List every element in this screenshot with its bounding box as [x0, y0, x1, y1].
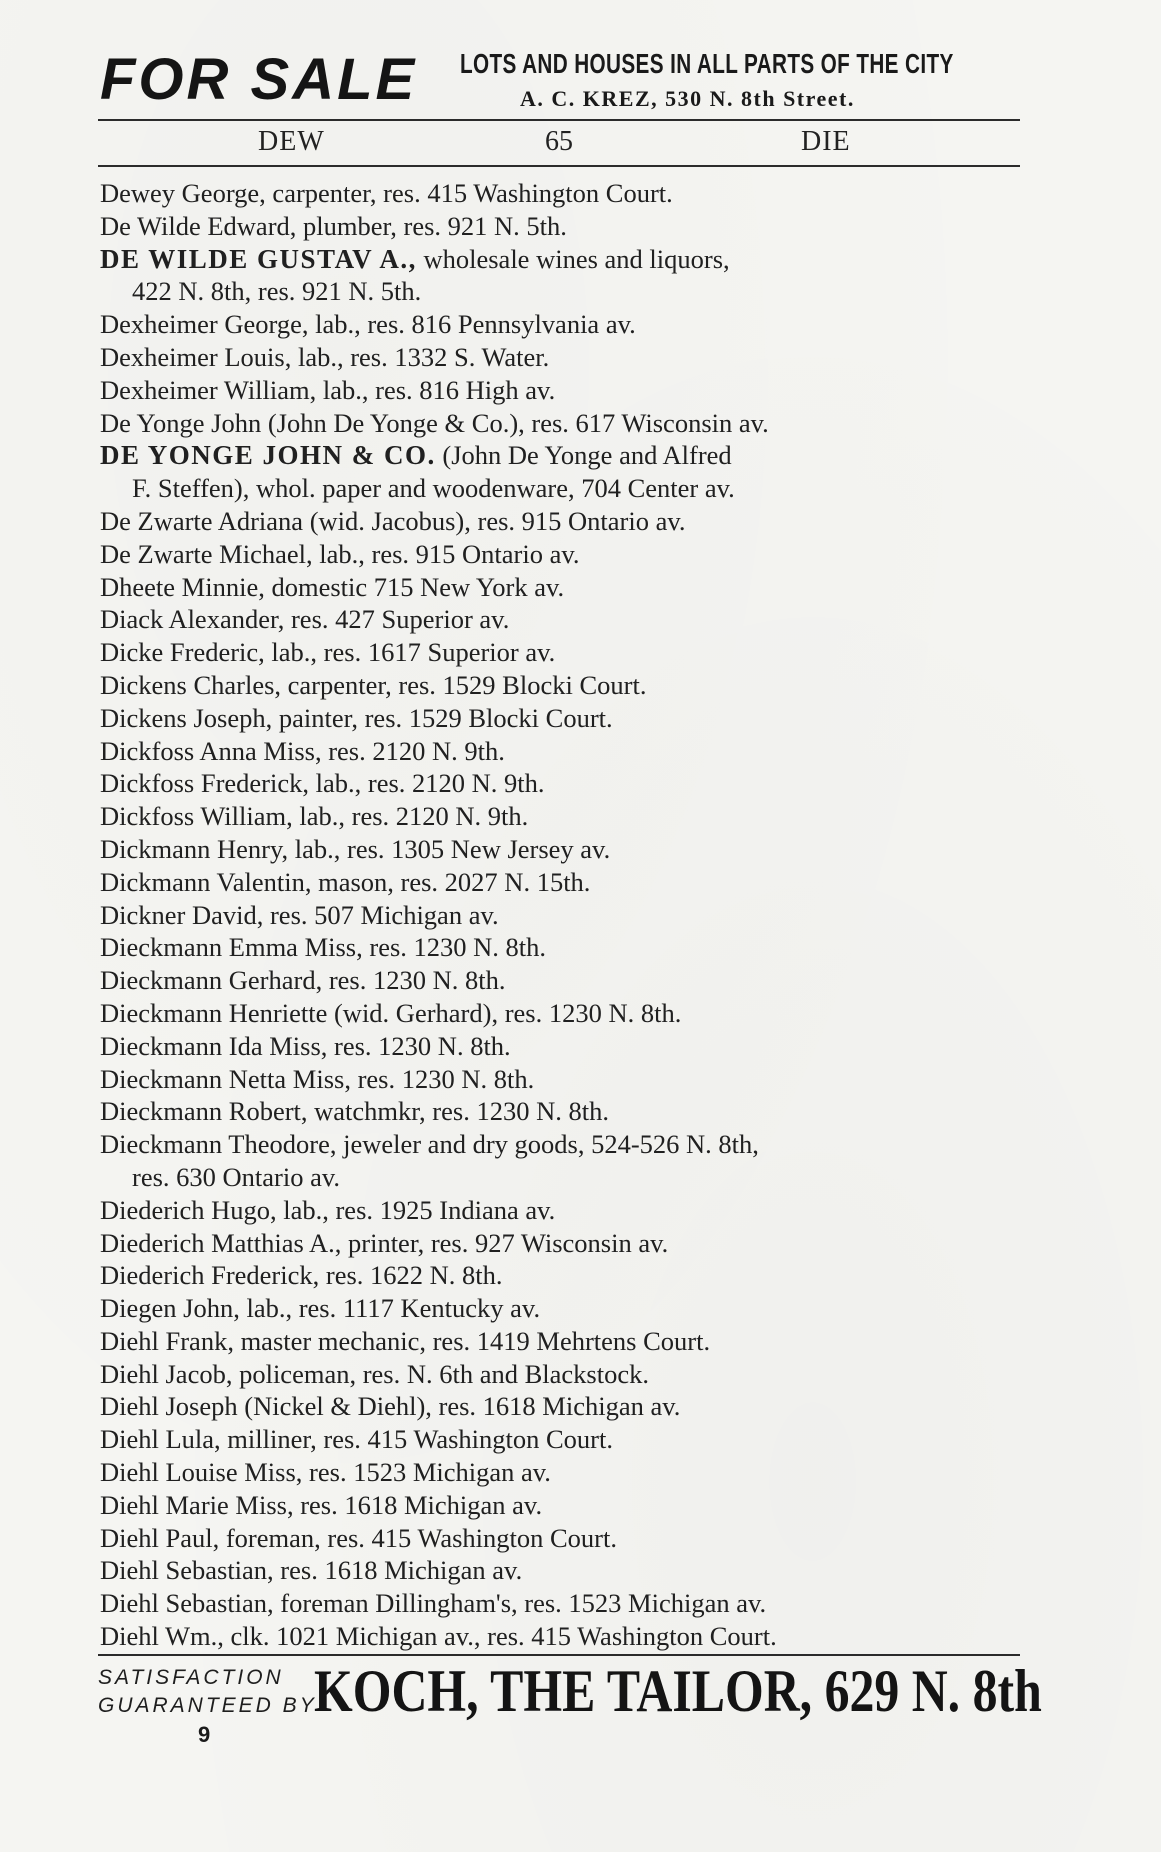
ad-tailor-headline: KOCH, THE TAILOR, 629 N. 8th [314, 1658, 1042, 1724]
header-advertisement [100, 44, 1024, 116]
directory-entry [100, 1456, 1030, 1489]
entry-text: Dickfoss Frederick, lab., res. 2120 N. 9th. [100, 768, 545, 799]
signature-mark: 9 [198, 1722, 211, 1747]
entry-text: De Wilde Edward, plumber, res. 921 N. 5th. [100, 210, 567, 241]
directory-entry [100, 1063, 1030, 1096]
entry-text: Dickmann Henry, lab., res. 1305 New Jersey av. [100, 833, 611, 864]
directory-entry [100, 1325, 1030, 1358]
entry-text: Dexheimer Louis, lab., res. 1332 S. Water. [100, 341, 550, 372]
entry-text: Dickfoss William, lab., res. 2120 N. 9th. [100, 801, 529, 832]
directory-entry [100, 800, 1030, 833]
entry-text: Diehl Sebastian, res. 1618 Michigan av. [100, 1555, 523, 1586]
entry-text: Diehl Louise Miss, res. 1523 Michigan av. [100, 1457, 551, 1488]
directory-entry [100, 997, 1030, 1030]
entry-text: Dieckmann Henriette (wid. Gerhard), res. 1230 N. 8th. [100, 997, 682, 1028]
entry-text: Dewey George, carpenter, res. 415 Washington Court. [100, 178, 673, 208]
directory-entry [100, 243, 1030, 276]
entry-text: Diehl Sebastian, foreman Dillingham's, res. 1523 Michigan av. [100, 1588, 767, 1619]
directory-entry [100, 1423, 1030, 1456]
directory-entry [100, 308, 1030, 341]
entry-text: res. 630 Ontario av. [132, 1161, 341, 1192]
entry-text: Dieckmann Robert, watchmkr, res. 1230 N. 8th. [100, 1096, 609, 1127]
directory-entry [100, 669, 1030, 702]
entry-text: Diehl Wm., clk. 1021 Michigan av., res. 415 Washington Court. [100, 1621, 777, 1652]
entry-text: Diehl Frank, master mechanic, res. 1419 Mehrtens Court. [100, 1325, 711, 1356]
entry-text: Dickner David, res. 507 Michigan av. [100, 899, 499, 930]
entry-text: Dieckmann Netta Miss, res. 1230 N. 8th. [100, 1063, 535, 1094]
entry-text: Dexheimer George, lab., res. 816 Pennsylvania av. [100, 309, 636, 340]
ad-tagline: LOTS AND HOUSES IN ALL PARTS OF THE CITY [460, 48, 954, 79]
entry-text: De Zwarte Adriana (wid. Jacobus), res. 915 Ontario av. [100, 505, 686, 536]
directory-entry [100, 866, 1030, 899]
entry-text: 422 N. 8th, res. 921 N. 5th. [132, 276, 422, 307]
entry-text: Diehl Paul, foreman, res. 415 Washington Court. [100, 1522, 617, 1553]
directory-entry [100, 1194, 1030, 1227]
footer-rule [98, 1654, 1020, 1656]
directory-entry [100, 210, 1030, 243]
entry-text: Diehl Lula, milliner, res. 415 Washington Court. [100, 1424, 613, 1455]
directory-entry [100, 1390, 1030, 1423]
directory-entry [100, 767, 1030, 800]
directory-entry [100, 702, 1030, 735]
entry-text: Dheete Minnie, domestic 715 New York av. [100, 571, 565, 602]
directory-entry [100, 439, 1030, 472]
directory-entry [100, 1522, 1030, 1555]
directory-entry-continuation [100, 472, 1030, 505]
directory-entry [100, 735, 1030, 768]
directory-entry [100, 636, 1030, 669]
directory-entry [100, 964, 1030, 997]
entry-text: Dickens Joseph, painter, res. 1529 Blocki Court. [100, 702, 613, 733]
entry-text: Diederich Matthias A., printer, res. 927 Wisconsin av. [100, 1227, 669, 1258]
entry-text: F. Steffen), whol. paper and woodenware, 704 Center av. [132, 473, 735, 504]
entry-text: Diederich Frederick, res. 1622 N. 8th. [100, 1260, 503, 1291]
ad-address: A. C. KREZ, 530 N. 8th Street. [520, 86, 855, 111]
entry-text: Diehl Marie Miss, res. 1618 Michigan av. [100, 1489, 543, 1520]
entry-text: wholesale wines and liquors, [416, 243, 730, 274]
entry-business-name: DE WILDE GUSTAV A., [100, 243, 417, 274]
entry-text: Dieckmann Emma Miss, res. 1230 N. 8th. [100, 932, 547, 963]
entry-text: De Zwarte Michael, lab., res. 915 Ontario av. [100, 538, 580, 569]
entry-text: Dieckmann Gerhard, res. 1230 N. 8th. [100, 965, 506, 996]
directory-entry [100, 177, 1030, 210]
entry-text: Dickens Charles, carpenter, res. 1529 Blocki Court. [100, 669, 647, 700]
entry-text: De Yonge John (John De Yonge & Co.), res. 617 Wisconsin av. [100, 407, 769, 438]
directory-entry [100, 374, 1030, 407]
directory-entry [100, 1030, 1030, 1063]
directory-entry [100, 538, 1030, 571]
footer-advertisement [98, 1658, 1042, 1774]
directory-listing [100, 177, 1030, 1653]
entry-text: Dieckmann Ida Miss, res. 1230 N. 8th. [100, 1030, 511, 1061]
entry-business-name: DE YONGE JOHN & CO. [100, 440, 436, 471]
entry-text: Dexheimer William, lab., res. 816 High av. [100, 374, 556, 405]
entry-text: Diehl Joseph (Nickel & Diehl), res. 1618 Michigan av. [100, 1391, 681, 1422]
ad-satisfaction-text: SATISFACTION [98, 1666, 284, 1689]
directory-entry [100, 1095, 1030, 1128]
entry-text: Diehl Jacob, policeman, res. N. 6th and Blackstock. [100, 1358, 649, 1389]
directory-entry [100, 1292, 1030, 1325]
directory-entry [100, 1358, 1030, 1391]
directory-entry [100, 505, 1030, 538]
directory-entry [100, 1227, 1030, 1260]
directory-entry [100, 1554, 1030, 1587]
entry-text: (John De Yonge and Alfred [435, 440, 732, 471]
guide-word-right: DIE [801, 126, 851, 157]
directory-entry [100, 1489, 1030, 1522]
directory-entry [100, 407, 1030, 440]
entry-text: Dieckmann Theodore, jeweler and dry goods, 524-526 N. 8th, [100, 1129, 759, 1160]
directory-entry [100, 341, 1030, 374]
directory-entry [100, 833, 1030, 866]
page-number: 65 [545, 126, 573, 157]
directory-entry [100, 931, 1030, 964]
directory-entry [100, 899, 1030, 932]
entry-text: Diegen John, lab., res. 1117 Kentucky av. [100, 1293, 541, 1324]
guide-word-left: DEW [258, 126, 325, 157]
running-head-rule [98, 165, 1020, 167]
directory-entry [100, 571, 1030, 604]
directory-entry [100, 1128, 1030, 1161]
directory-entry [100, 1587, 1030, 1620]
directory-entry-continuation [100, 1161, 1030, 1194]
running-head [98, 124, 1020, 160]
entry-text: Diack Alexander, res. 427 Superior av. [100, 604, 510, 635]
entry-text: Dicke Frederic, lab., res. 1617 Superior av. [100, 637, 556, 668]
directory-entry [100, 1259, 1030, 1292]
entry-text: Dickfoss Anna Miss, res. 2120 N. 9th. [100, 735, 505, 766]
ad-guaranteed-text: GUARANTEED BY [98, 1694, 317, 1717]
ad-for-sale-heading: FOR SALE [100, 47, 418, 112]
entry-text: Dickmann Valentin, mason, res. 2027 N. 15th. [100, 866, 591, 897]
directory-entry [100, 1620, 1030, 1653]
directory-entry-continuation [100, 275, 1030, 308]
entry-text: Diederich Hugo, lab., res. 1925 Indiana av. [100, 1194, 556, 1225]
directory-entry [100, 603, 1030, 636]
header-rule [98, 119, 1020, 121]
